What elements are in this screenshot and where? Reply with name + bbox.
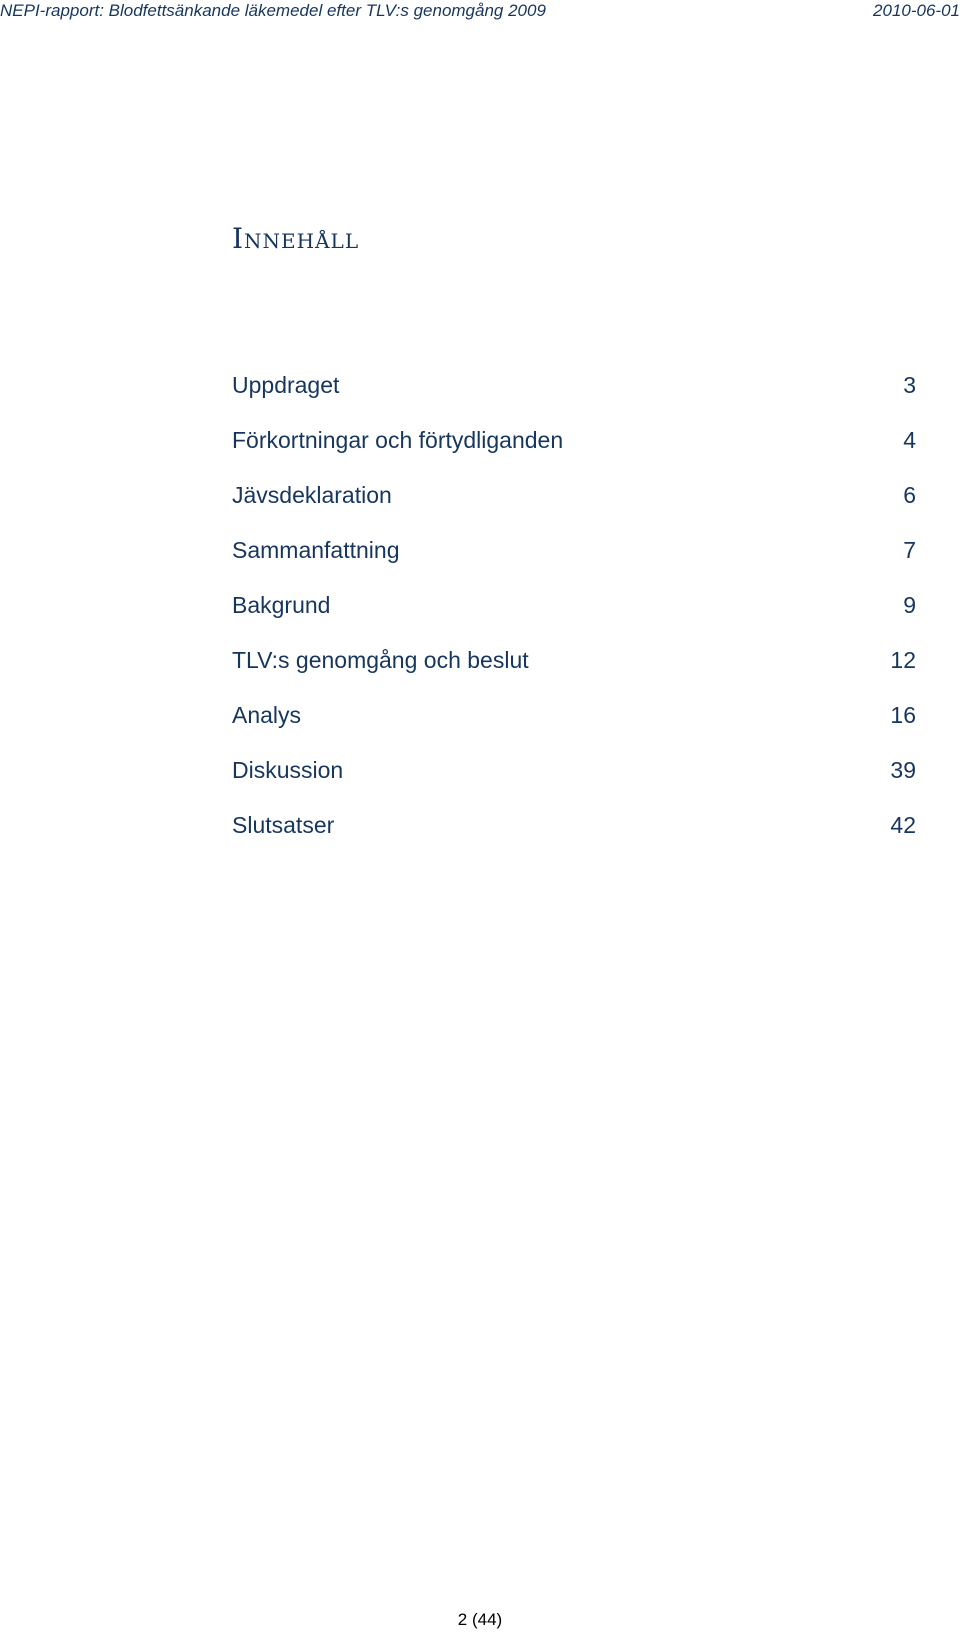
toc-entry-page: 9 [903, 592, 916, 618]
toc-entry-title: Jävsdeklaration [232, 482, 392, 508]
toc-heading: Innehåll [232, 222, 360, 255]
toc-entry-title: Diskussion [232, 757, 344, 783]
toc-entry-title: TLV:s genomgång och beslut [232, 647, 529, 673]
toc-entry-page: 39 [890, 757, 916, 783]
toc-entry-forkortningar[interactable] [232, 427, 916, 482]
toc-entry-page: 16 [890, 702, 916, 728]
toc-entry-title: Sammanfattning [232, 537, 400, 563]
toc-entry-diskussion[interactable] [232, 757, 916, 812]
page-header [0, 0, 960, 26]
toc-entry-tlv-genomgang[interactable] [232, 647, 916, 702]
toc-entry-title: Bakgrund [232, 592, 331, 618]
toc-entry-uppdraget[interactable] [232, 372, 916, 427]
toc-entry-title: Analys [232, 702, 302, 728]
toc-entry-slutsatser[interactable] [232, 812, 916, 867]
toc-entry-page: 12 [890, 647, 916, 673]
toc-entry-page: 42 [890, 812, 916, 838]
page-number: 2 (44) [457, 1610, 503, 1629]
toc-entry-sammanfattning[interactable] [232, 537, 916, 592]
toc-entry-page: 6 [903, 482, 916, 508]
toc-entry-javsdeklaration[interactable] [232, 482, 916, 537]
header-date: 2010-06-01 [873, 1, 960, 20]
toc-entry-title: Förkortningar och förtydliganden [232, 427, 564, 453]
toc-entry-page: 7 [903, 537, 916, 563]
toc-entry-title: Uppdraget [232, 372, 340, 398]
toc-entry-title: Slutsatser [232, 812, 335, 838]
toc-entry-analys[interactable] [232, 702, 916, 757]
toc-entry-page: 3 [903, 372, 916, 398]
toc-entry-bakgrund[interactable] [232, 592, 916, 647]
toc-entry-page: 4 [903, 427, 916, 453]
table-of-contents [232, 372, 916, 867]
header-title: NEPI-rapport: Blodfettsänkande läkemedel efter TLV:s genomgång 2009 [0, 1, 546, 20]
